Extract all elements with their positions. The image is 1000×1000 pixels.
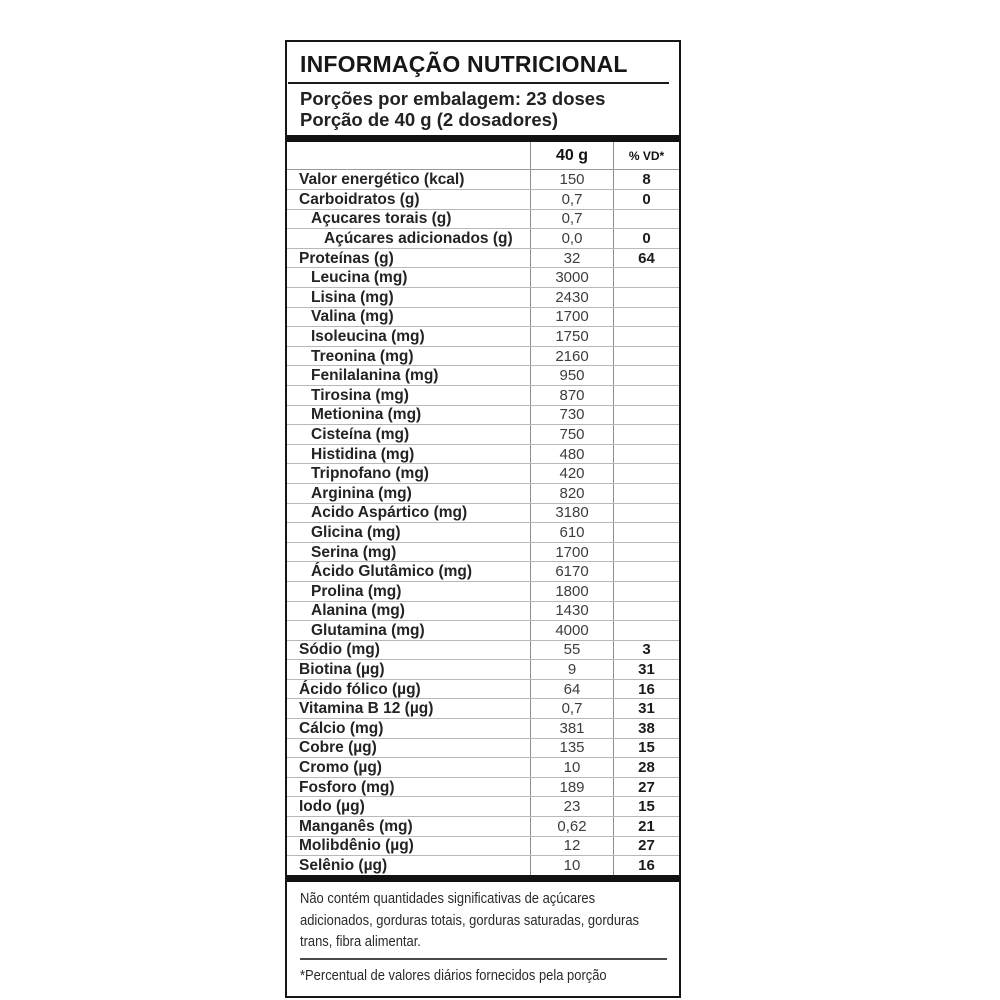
- amount-value: 2430: [530, 288, 613, 307]
- nutrient-label: Proteínas (g): [299, 249, 394, 267]
- nutrient-label: Valor energético (kcal): [299, 171, 465, 189]
- table-header-row: [287, 142, 679, 169]
- table-row: [287, 287, 679, 307]
- dv-value: 21: [613, 817, 679, 836]
- nutrient-label: Selênio (µg): [299, 857, 388, 875]
- dv-value: [613, 288, 679, 307]
- amount-value: 480: [530, 445, 613, 464]
- amount-value: 1430: [530, 602, 613, 621]
- dv-value: [613, 425, 679, 444]
- amount-value: 189: [530, 778, 613, 797]
- table-row: [287, 326, 679, 346]
- dv-value: 16: [613, 680, 679, 699]
- amount-value: 6170: [530, 562, 613, 581]
- nutrient-label: Carboidratos (g): [299, 190, 420, 208]
- nutrient-label: Cobre (µg): [299, 739, 377, 757]
- nutrient-label: Fosforo (mg): [299, 778, 395, 796]
- nutrient-label: Prolina (mg): [311, 582, 402, 600]
- dv-value: 31: [613, 660, 679, 679]
- nutrient-label: Histidina (mg): [311, 445, 415, 463]
- servings-per-package: Porções por embalagem: 23 doses: [300, 88, 606, 109]
- table-row: [287, 424, 679, 444]
- amount-value: 420: [530, 464, 613, 483]
- nutrient-label: Manganês (mg): [299, 817, 413, 835]
- amount-value: 150: [530, 170, 613, 189]
- nutrient-label: Tripnofano (mg): [311, 465, 429, 483]
- dv-value: 16: [613, 856, 679, 875]
- dv-value: [613, 347, 679, 366]
- nutrient-label: Açucares torais (g): [311, 210, 452, 228]
- nutrient-label: Vitamina B 12 (µg): [299, 700, 434, 718]
- title-divider: [288, 82, 669, 84]
- amount-value: 23: [530, 797, 613, 816]
- nutrient-label: Arginina (mg): [311, 484, 412, 502]
- bottom-thick-bar: [287, 875, 679, 882]
- amount-value: 64: [530, 680, 613, 699]
- nutrition-label: [285, 40, 681, 998]
- nutrient-label: Alanina (mg): [311, 602, 405, 620]
- dv-value: 0: [613, 229, 679, 248]
- table-row: [287, 581, 679, 601]
- nutrient-table: [287, 169, 679, 874]
- dv-value: 27: [613, 778, 679, 797]
- table-row: [287, 248, 679, 268]
- amount-value: 750: [530, 425, 613, 444]
- nutrient-label: Glutamina (mg): [311, 621, 425, 639]
- table-row: [287, 738, 679, 758]
- amount-value: 10: [530, 758, 613, 777]
- amount-value: 610: [530, 523, 613, 542]
- table-row: [287, 365, 679, 385]
- amount-value: 1750: [530, 327, 613, 346]
- table-row: [287, 836, 679, 856]
- label-footer: [287, 882, 679, 996]
- nutrient-label: Iodo (µg): [299, 798, 365, 816]
- amount-value: 1800: [530, 582, 613, 601]
- nutrient-label: Acido Aspártico (mg): [311, 504, 468, 522]
- amount-value: 0,7: [530, 210, 613, 229]
- table-row: [287, 444, 679, 464]
- dv-value: 3: [613, 641, 679, 660]
- amount-value: 1700: [530, 308, 613, 327]
- dv-value: [613, 602, 679, 621]
- dv-value: 64: [613, 249, 679, 268]
- dv-value: [613, 210, 679, 229]
- dv-value: [613, 445, 679, 464]
- dv-value: 27: [613, 837, 679, 856]
- nutrient-label: Metionina (mg): [311, 406, 422, 424]
- table-row: [287, 228, 679, 248]
- amount-value: 12: [530, 837, 613, 856]
- dv-value: [613, 504, 679, 523]
- dv-value: [613, 484, 679, 503]
- no-significant-amounts-note: Não contém quantidades significativas de açúcares adicionados, gorduras totais, gorduras saturadas, gorduras trans, fibra alimentar.: [300, 890, 640, 951]
- dv-value: 38: [613, 719, 679, 738]
- table-row: [287, 522, 679, 542]
- nutrient-label: Valina (mg): [311, 308, 394, 326]
- dv-value: [613, 366, 679, 385]
- top-thick-bar: [287, 135, 679, 142]
- dv-value: [613, 268, 679, 287]
- nutrient-label: Açúcares adicionados (g): [324, 230, 513, 248]
- amount-value: 32: [530, 249, 613, 268]
- nutrient-label: Ácido Glutâmico (mg): [311, 563, 473, 581]
- amount-value: 820: [530, 484, 613, 503]
- table-row: [287, 503, 679, 523]
- amount-value: 0,7: [530, 190, 613, 209]
- dv-value: [613, 308, 679, 327]
- nutrient-label: Glicina (mg): [311, 523, 401, 541]
- nutrient-label: Biotina (µg): [299, 661, 385, 679]
- table-row: [287, 483, 679, 503]
- nutrient-label: Leucina (mg): [311, 269, 408, 287]
- table-row: [287, 169, 679, 189]
- table-row: [287, 855, 679, 875]
- amount-value: 1700: [530, 543, 613, 562]
- nutrient-label: Isoleucina (mg): [311, 327, 425, 345]
- amount-value: 381: [530, 719, 613, 738]
- daily-values-note: *Percentual de valores diários fornecidos pela porção: [300, 968, 607, 985]
- amount-value: 3000: [530, 268, 613, 287]
- table-row: [287, 542, 679, 562]
- header-amount-column: 40 g: [530, 142, 613, 169]
- dv-value: 15: [613, 739, 679, 758]
- table-row: [287, 679, 679, 699]
- nutrient-label: Cromo (µg): [299, 759, 382, 777]
- table-row: [287, 777, 679, 797]
- amount-value: 950: [530, 366, 613, 385]
- footer-divider: [300, 958, 667, 960]
- serving-size: Porção de 40 g (2 dosadores): [300, 108, 559, 130]
- dv-value: 8: [613, 170, 679, 189]
- serving-info: [287, 89, 679, 135]
- nutrient-label: Serina (mg): [311, 543, 397, 561]
- nutrient-label: Fenilalanina (mg): [311, 367, 439, 385]
- amount-value: 0,7: [530, 699, 613, 718]
- amount-value: 3180: [530, 504, 613, 523]
- dv-value: [613, 327, 679, 346]
- nutrient-label: Ácido fólico (µg): [299, 680, 421, 698]
- amount-value: 4000: [530, 621, 613, 640]
- dv-value: [613, 543, 679, 562]
- dv-value: [613, 582, 679, 601]
- table-row: [287, 659, 679, 679]
- header-dv-column: % VD*: [613, 142, 679, 169]
- label-title: INFORMAÇÃO NUTRICIONAL: [300, 51, 628, 77]
- table-row: [287, 796, 679, 816]
- table-row: [287, 307, 679, 327]
- amount-value: 730: [530, 406, 613, 425]
- table-row: [287, 816, 679, 836]
- table-row: [287, 385, 679, 405]
- table-row: [287, 698, 679, 718]
- amount-value: 9: [530, 660, 613, 679]
- nutrient-label: Molibdênio (µg): [299, 837, 414, 855]
- nutrient-label: Cisteína (mg): [311, 425, 410, 443]
- amount-value: 0,62: [530, 817, 613, 836]
- nutrient-label: Lisina (mg): [311, 288, 394, 306]
- table-row: [287, 718, 679, 738]
- table-row: [287, 209, 679, 229]
- nutrient-label: Treonina (mg): [311, 347, 414, 365]
- dv-value: 28: [613, 758, 679, 777]
- table-row: [287, 757, 679, 777]
- table-row: [287, 463, 679, 483]
- table-row: [287, 601, 679, 621]
- amount-value: 10: [530, 856, 613, 875]
- nutrient-label: Sódio (mg): [299, 641, 380, 659]
- dv-value: [613, 386, 679, 405]
- table-row: [287, 405, 679, 425]
- dv-value: 0: [613, 190, 679, 209]
- nutrient-label: Tirosina (mg): [311, 386, 409, 404]
- nutrient-label: Cálcio (mg): [299, 719, 384, 737]
- dv-value: [613, 523, 679, 542]
- table-row: [287, 189, 679, 209]
- dv-value: 15: [613, 797, 679, 816]
- table-row: [287, 346, 679, 366]
- amount-value: 2160: [530, 347, 613, 366]
- table-row: [287, 640, 679, 660]
- table-row: [287, 620, 679, 640]
- daily-values-note-wrap: [300, 966, 667, 988]
- dv-value: 31: [613, 699, 679, 718]
- amount-value: 870: [530, 386, 613, 405]
- amount-value: 135: [530, 739, 613, 758]
- no-significant-amounts-note-wrap: [300, 889, 667, 954]
- amount-value: 55: [530, 641, 613, 660]
- dv-value: [613, 406, 679, 425]
- dv-value: [613, 464, 679, 483]
- amount-value: 0,0: [530, 229, 613, 248]
- table-row: [287, 267, 679, 287]
- table-row: [287, 561, 679, 581]
- label-title-block: [287, 42, 679, 78]
- dv-value: [613, 562, 679, 581]
- dv-value: [613, 621, 679, 640]
